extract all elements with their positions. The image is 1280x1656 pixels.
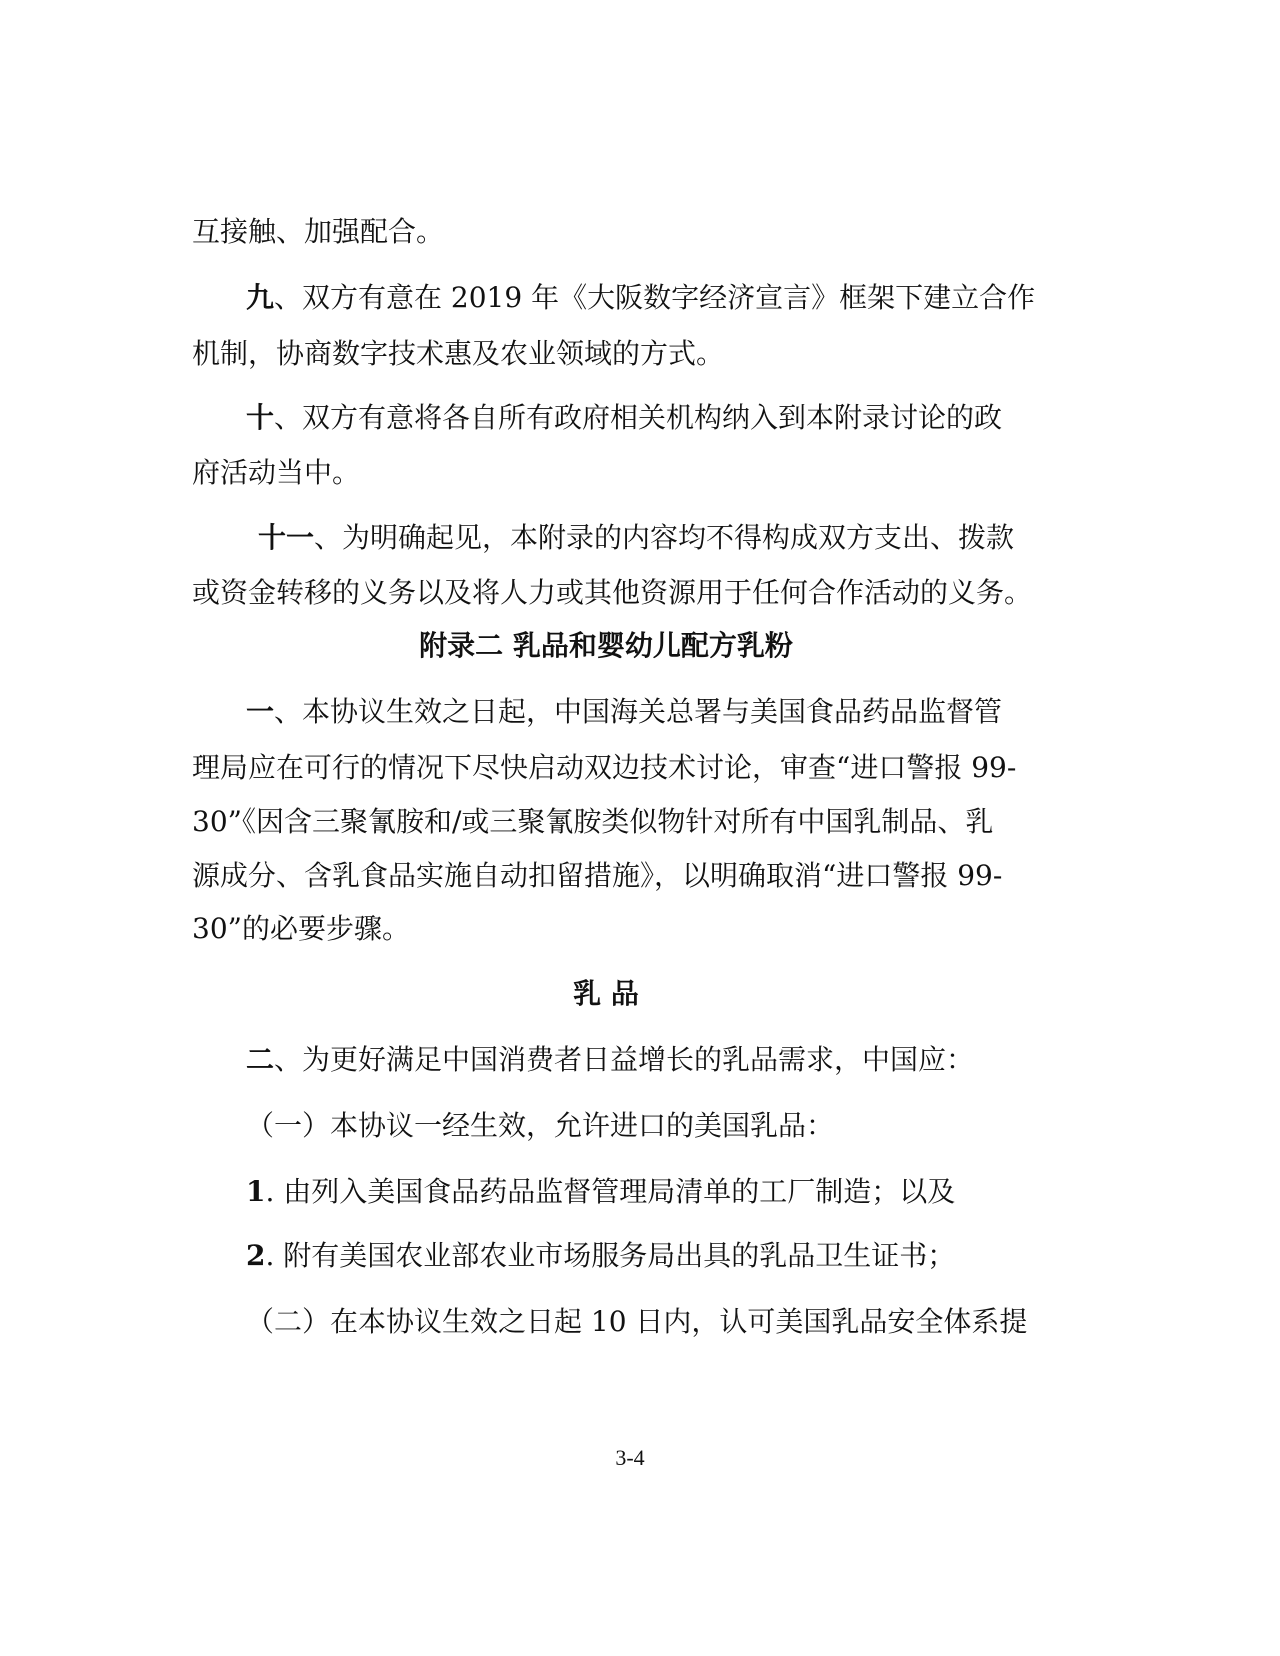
paragraph-11-text: 、为明确起见，本附录的内容均不得构成双方支出、拨款 [314, 521, 1015, 554]
section-heading-dairy: 乳 品 [573, 977, 639, 1010]
annex-2-item-1-number: 一 [246, 695, 275, 728]
list-item-1-number: 1 [246, 1175, 266, 1208]
annex-2-item-1-line-5: 30”的必要步骤。 [192, 912, 410, 945]
annex-2-item-1-line-4: 源成分、含乳食品实施自动扣留措施》，以明确取消“进口警报 99- [192, 859, 1003, 892]
paragraph-continuation: 互接触、加强配合。 [192, 215, 445, 248]
list-item-1-text: . 由列入美国食品药品监督管理局清单的工厂制造；以及 [265, 1175, 956, 1208]
annex-2-list-item-2 [246, 1238, 955, 1274]
paragraph-9-number: 九 [246, 281, 275, 314]
paragraph-10-number: 十 [246, 401, 275, 434]
list-item-2-text: . 附有美国农业部农业市场服务局出具的乳品卫生证书； [265, 1239, 956, 1272]
annex-2-subitem-2: （二）在本协议生效之日起 10 日内，认可美国乳品安全体系提 [246, 1305, 1028, 1338]
annex-2-item-1-line-1 [246, 694, 1002, 730]
annex-2-item-2-text: 、为更好满足中国消费者日益增长的乳品需求，中国应： [274, 1043, 975, 1076]
annex-2-list-item-1 [246, 1174, 955, 1210]
paragraph-9-text: 、双方有意在 2019 年《大阪数字经济宣言》框架下建立合作 [274, 281, 1036, 314]
paragraph-9-line-1 [246, 280, 1035, 316]
paragraph-9-line-2: 机制，协商数字技术惠及农业领域的方式。 [192, 337, 725, 370]
annex-2-item-2-line-1 [246, 1042, 974, 1078]
annex-2-item-1-line-3: 30”《因含三聚氰胺和/或三聚氰胺类似物针对所有中国乳制品、乳 [192, 805, 994, 838]
list-item-2-number: 2 [246, 1239, 266, 1272]
annex-2-title: 附录二 乳品和婴幼儿配方乳粉 [419, 629, 793, 662]
page-number: 3-4 [615, 1445, 645, 1470]
annex-2-item-1-line-2: 理局应在可行的情况下尽快启动双边技术讨论，审查“进口警报 99- [192, 751, 1017, 784]
paragraph-11-number: 十一 [258, 521, 315, 554]
paragraph-10-line-2: 府活动当中。 [192, 456, 361, 489]
annex-2-subitem-1: （一）本协议一经生效，允许进口的美国乳品： [246, 1109, 835, 1142]
paragraph-10-text: 、双方有意将各自所有政府相关机构纳入到本附录讨论的政 [274, 401, 1003, 434]
annex-2-item-2-number: 二 [246, 1043, 275, 1076]
paragraph-11-line-2: 或资金转移的义务以及将人力或其他资源用于任何合作活动的义务。 [192, 576, 1033, 609]
paragraph-11-line-1 [258, 520, 1014, 556]
paragraph-10-line-1 [246, 400, 1002, 436]
annex-2-item-1-text: 、本协议生效之日起，中国海关总署与美国食品药品监督管 [274, 695, 1003, 728]
